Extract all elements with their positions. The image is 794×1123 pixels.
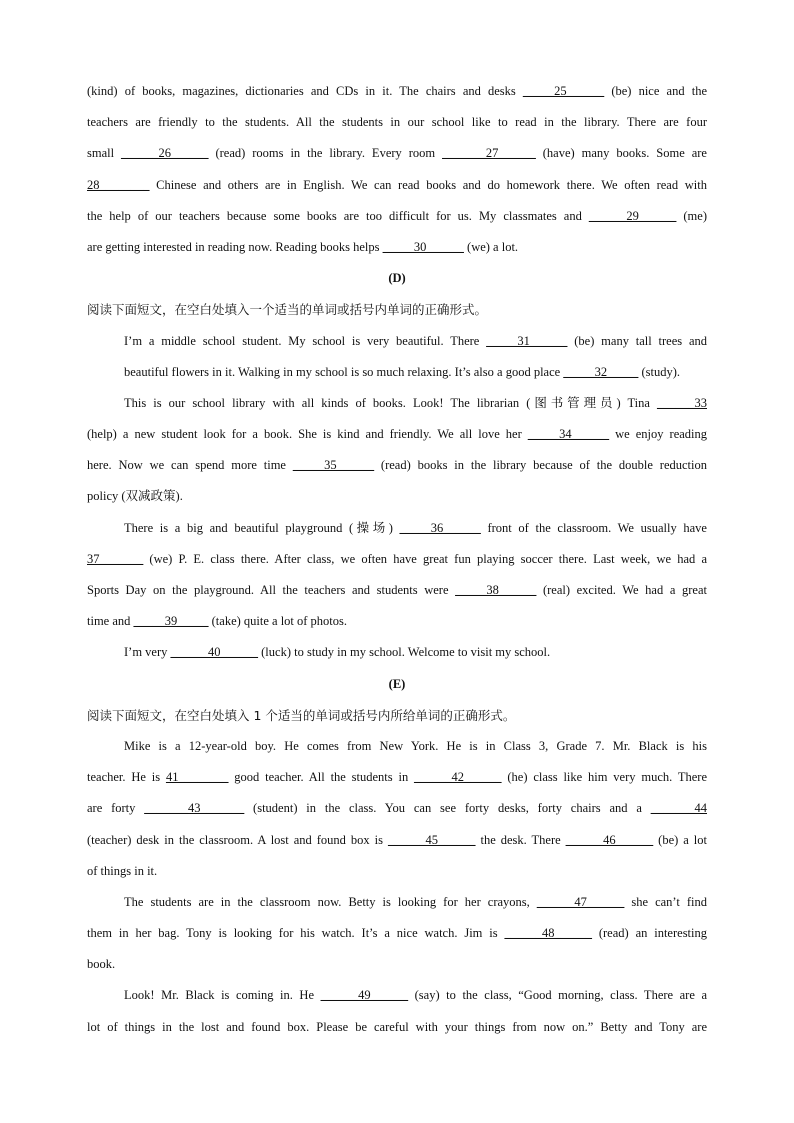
blank-25: _____25______ (522, 84, 605, 98)
text-line: 37_______ (we) P. E. class there. After class, we often have great fun playing soccer there. Last week, we had a (87, 551, 707, 566)
blank-41: 41________ (165, 770, 229, 785)
blank-37: 37_______ (87, 551, 144, 566)
blank-33: ______33 (657, 395, 707, 410)
blank-26: ______26______ (121, 146, 209, 161)
blank-47: ______47______ (536, 894, 625, 909)
blank-28: 28________ (87, 177, 150, 192)
text-line: (teacher) desk in the classroom. A lost and found box is ______45______ the desk. There ______46______ (be) a lot (87, 832, 708, 847)
text-line: small ______26______ (read) rooms in the library. Every room _______27______ (have) many books. Some are (87, 146, 707, 161)
blank-29: ______29______ (588, 208, 677, 223)
section-heading: (D) (388, 271, 406, 286)
worksheet-page (87, 76, 707, 1043)
text-line: Mike is a 12-year-old boy. He comes from New York. He is in Class 3, Grade 7. Mr. Black is his (124, 738, 707, 753)
text-line: are forty _______43_______ (student) in the class. You can see forty desks, forty chairs and a _______44 (87, 801, 707, 816)
text-line: beautiful flowers in it. Walking in my school is so much relaxing. It’s also a good place _____32_____ (study). (124, 364, 680, 379)
text-line: are getting interested in reading now. Reading books helps _____30______ (we) a lot. (87, 239, 519, 254)
blank-32: _____32_____ (563, 364, 639, 379)
text-line: them in her bag. Tony is looking for his watch. It’s a nice watch. Jim is ______48______ (read) an interesting (87, 926, 707, 941)
blank-34: _____34______ (527, 427, 610, 442)
text-line: time and _____39_____ (take) quite a lot of photos. (87, 614, 348, 629)
blank-49: ______49______ (320, 988, 409, 1003)
blank-35: _____35______ (292, 458, 375, 473)
section-d (87, 263, 707, 668)
section-instruction: 阅读下面短文，在空白处填入 1 个适当的单词或括号内所给单词的正确形式。 (87, 707, 516, 723)
blank-42: ______42______ (414, 770, 502, 785)
text-line: lot of things in the lost and found box. Please be careful with your things from now on.” Betty and Tony are (87, 1019, 707, 1034)
blank-27: _______27______ (442, 146, 536, 161)
text-line: book. (87, 957, 116, 972)
text-line: Sports Day on the playground. All the teachers and students were _____38______ (real) excited. We had a great (87, 583, 707, 597)
text-line: teachers are friendly to the students. All the students in our school like to read in the library. There are four (87, 115, 707, 130)
text-line: (kind) of books, magazines, dictionaries and CDs in it. The chairs and desks _____25______ (be) nice and the (87, 84, 707, 98)
text-line: I’m a middle school student. My school is very beautiful. There _____31______ (be) many tall trees and (124, 333, 707, 348)
blank-44: _______44 (650, 801, 707, 816)
blank-43: _______43_______ (144, 801, 245, 816)
blank-38: _____38______ (455, 583, 537, 597)
text-line: (help) a new student look for a book. She is kind and friendly. We all love her _____34______ we enjoy reading (87, 427, 708, 442)
blank-36: _____36______ (399, 520, 481, 535)
text-line: There is a big and beautiful playground (操场) _____36______ front of the classroom. We usually have (124, 520, 707, 535)
text-line: 28________ Chinese and others are in English. We can read books and do homework there. We often read with (87, 177, 707, 192)
text-line: This is our school library with all kinds of books. Look! The librarian (图书管理员) Tina ______33 (124, 395, 707, 410)
section-e (87, 669, 707, 1043)
passage-c (87, 76, 707, 263)
section-heading: (E) (388, 676, 406, 691)
text-line: of things in it. (87, 863, 158, 878)
text-line: here. Now we can spend more time _____35______ (read) books in the library because of the double reduction (87, 458, 707, 473)
blank-39: _____39_____ (133, 614, 209, 629)
text-line: policy (双减政策). (87, 489, 183, 504)
blank-48: ______48______ (504, 926, 592, 941)
blank-45: ______45______ (387, 832, 476, 847)
blank-46: ______46______ (565, 832, 654, 847)
blank-40: ______40______ (170, 645, 259, 660)
text-line: The students are in the classroom now. Betty is looking for her crayons, ______47______ she can’t find (124, 894, 707, 909)
text-line: I’m very ______40______ (luck) to study in my school. Welcome to visit my school. (124, 645, 551, 660)
blank-30: _____30______ (382, 239, 464, 254)
text-line: the help of our teachers because some books are too difficult for us. My classmates and ______29______ (me) (87, 208, 707, 223)
section-instruction: 阅读下面短文，在空白处填入一个适当的单词或括号内单词的正确形式。 (87, 302, 488, 318)
text-line: Look! Mr. Black is coming in. He ______49______ (say) to the class, “Good morning, class. There are a (124, 988, 708, 1003)
text-line: teacher. He is 41________ good teacher. All the students in ______42______ (he) class like him very much. There (87, 770, 707, 785)
blank-31: _____31______ (486, 333, 568, 348)
